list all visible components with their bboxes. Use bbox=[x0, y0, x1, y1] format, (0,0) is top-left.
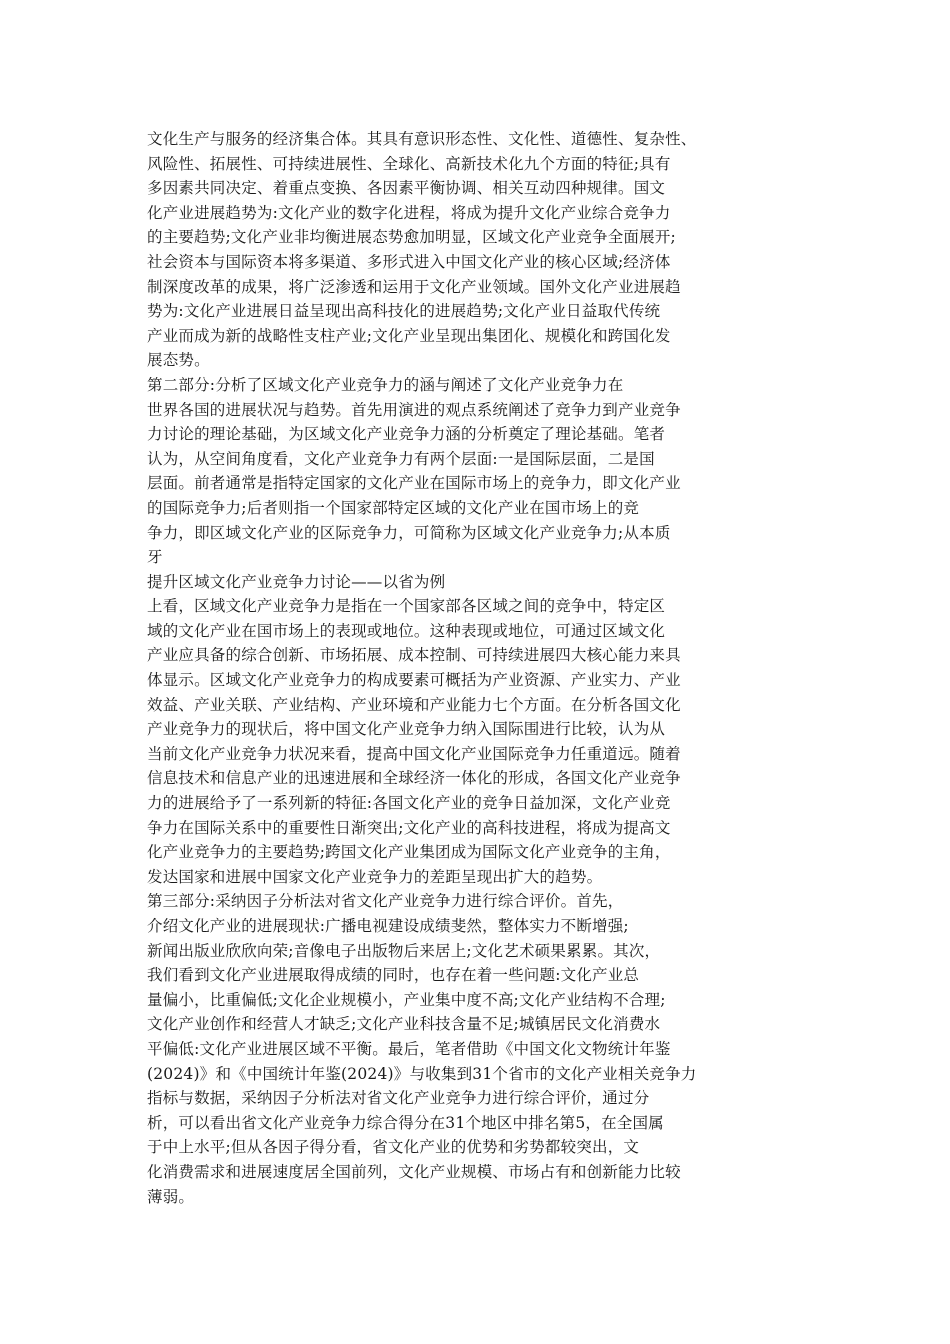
text-line: 于中上水平;但从各因子得分看，省文化产业的优势和劣势都较突出，文 bbox=[147, 1138, 640, 1157]
text-line: 量偏小，比重偏低;文化企业规模小，产业集中度不高;文化产业结构不合理; bbox=[147, 990, 666, 1009]
text-line: 世界各国的进展状况与趋势。首先用演进的观点系统阐述了竞争力到产业竞争 bbox=[147, 400, 681, 419]
text-line: 指标与数据，采纳因子分析法对省文化产业竞争力进行综合评价，通过分 bbox=[147, 1089, 650, 1108]
text-line: 发达国家和进展中国家文化产业竞争力的差距呈现出扩大的趋势。 bbox=[147, 867, 603, 886]
text-line: 第三部分:采纳因子分析法对省文化产业竞争力进行综合评价。首先， bbox=[147, 892, 624, 911]
text-line: 化产业竞争力的主要趋势;跨国文化产业集团成为国际文化产业竞争的主角， bbox=[147, 843, 671, 862]
text-line: 展态势。 bbox=[147, 351, 210, 370]
text-line: 化消费需求和进展速度居全国前列，文化产业规模、市场占有和创新能力比较 bbox=[147, 1162, 681, 1181]
text-line: 我们看到文化产业进展取得成绩的同时，也存在着一些问题:文化产业总 bbox=[147, 966, 640, 985]
text-line: 争力在国际关系中的重要性日渐突出;文化产业的高科技进程，将成为提高文 bbox=[147, 818, 671, 837]
text-line: 域的文化产业在国市场上的表现或地位。这种表现或地位，可通过区域文化 bbox=[147, 621, 666, 640]
text-line: 提升区域文化产业竞争力讨论——以省为例 bbox=[147, 572, 446, 591]
text-line: 势为:文化产业进展日益呈现出高科技化的进展趋势;文化产业日益取代传统 bbox=[147, 302, 661, 321]
text-line: 效益、产业关联、产业结构、产业环境和产业能力七个方面。在分析各国文化 bbox=[147, 695, 681, 714]
text-line: 产业竞争力的现状后，将中国文化产业竞争力纳入国际围进行比较，认为从 bbox=[147, 720, 666, 739]
text-line: 制深度改革的成果，将广泛渗透和运用于文化产业领域。国外文化产业进展趋 bbox=[147, 277, 681, 296]
text-line: 体显示。区域文化产业竞争力的构成要素可概括为产业资源、产业实力、产业 bbox=[147, 671, 681, 690]
text-line: 争力，即区域文化产业的区际竞争力，可简称为区域文化产业竞争力;从本质 bbox=[147, 523, 671, 542]
text-line: 上看，区域文化产业竞争力是指在一个国家部各区域之间的竞争中，特定区 bbox=[147, 597, 666, 616]
text-line: 平偏低:文化产业进展区域不平衡。最后，笔者借助《中国文化文物统计年鉴 bbox=[147, 1039, 671, 1058]
text-line: 当前文化产业竞争力状况来看，提高中国文化产业国际竞争力任重道远。随着 bbox=[147, 744, 681, 763]
text-line: 文化生产与服务的经济集合体。其具有意识形态性、文化性、道德性、复杂性、 bbox=[147, 130, 697, 148]
text-line: 化产业进展趋势为:文化产业的数字化进程，将成为提升文化产业综合竞争力 bbox=[147, 203, 671, 222]
text-line: 社会资本与国际资本将多渠道、多形式进入中国文化产业的核心区域;经济体 bbox=[147, 252, 671, 271]
text-line: 力的进展给予了一系列新的特征:各国文化产业的竞争日益加深，文化产业竞 bbox=[147, 794, 671, 813]
text-line: 力讨论的理论基础，为区域文化产业竞争力涵的分析奠定了理论基础。笔者 bbox=[147, 425, 666, 444]
text-line: 认为，从空间角度看，文化产业竞争力有两个层面:一是国际层面，二是国 bbox=[147, 449, 655, 468]
text-line: 文化产业创作和经营人才缺乏;文化产业科技含量不足;城镇居民文化消费水 bbox=[147, 1015, 661, 1034]
text-line: 第二部分:分析了区域文化产业竞争力的涵与阐述了文化产业竞争力在 bbox=[147, 375, 624, 394]
document-body bbox=[147, 127, 747, 1209]
text-line: 介绍文化产业的进展现状:广播电视建设成绩斐然，整体实力不断增强; bbox=[147, 917, 629, 935]
text-line: 析，可以看出省文化产业竞争力综合得分在31个地区中排名第5，在全国属 bbox=[147, 1113, 664, 1132]
text-line: 的国际竞争力;后者则指一个国家部特定区域的文化产业在国市场上的竞 bbox=[147, 498, 640, 517]
text-line: 信息技术和信息产业的迅速进展和全球经济一体化的形成，各国文化产业竞争 bbox=[147, 769, 681, 788]
text-line: (2024)》和《中国统计年鉴(2024)》与收集到31个省市的文化产业相关竞争力 bbox=[147, 1064, 697, 1083]
text-line: 层面。前者通常是指特定国家的文化产业在国际市场上的竞争力，即文化产业 bbox=[147, 474, 681, 493]
text-line: 新闻出版业欣欣向荣;音像电子出版物后来居上;文化艺术硕果累累。其次， bbox=[147, 941, 661, 960]
text-line: 产业而成为新的战略性支柱产业;文化产业呈现出集团化、规模化和跨国化发 bbox=[147, 326, 671, 345]
text-line: 风险性、拓展性、可持续进展性、全球化、高新技术化九个方面的特征;具有 bbox=[147, 154, 671, 173]
text-line: 的主要趋势;文化产业非均衡进展态势愈加明显，区域文化产业竞争全面展开; bbox=[147, 228, 676, 247]
text-line: 多因素共同决定、着重点变换、各因素平衡协调、相关互动四种规律。国文 bbox=[147, 179, 666, 198]
text-line: 薄弱。 bbox=[147, 1187, 195, 1206]
text-line: 产业应具备的综合创新、市场拓展、成本控制、可持续进展四大核心能力来具 bbox=[147, 646, 681, 665]
text-line: 牙 bbox=[147, 548, 163, 567]
